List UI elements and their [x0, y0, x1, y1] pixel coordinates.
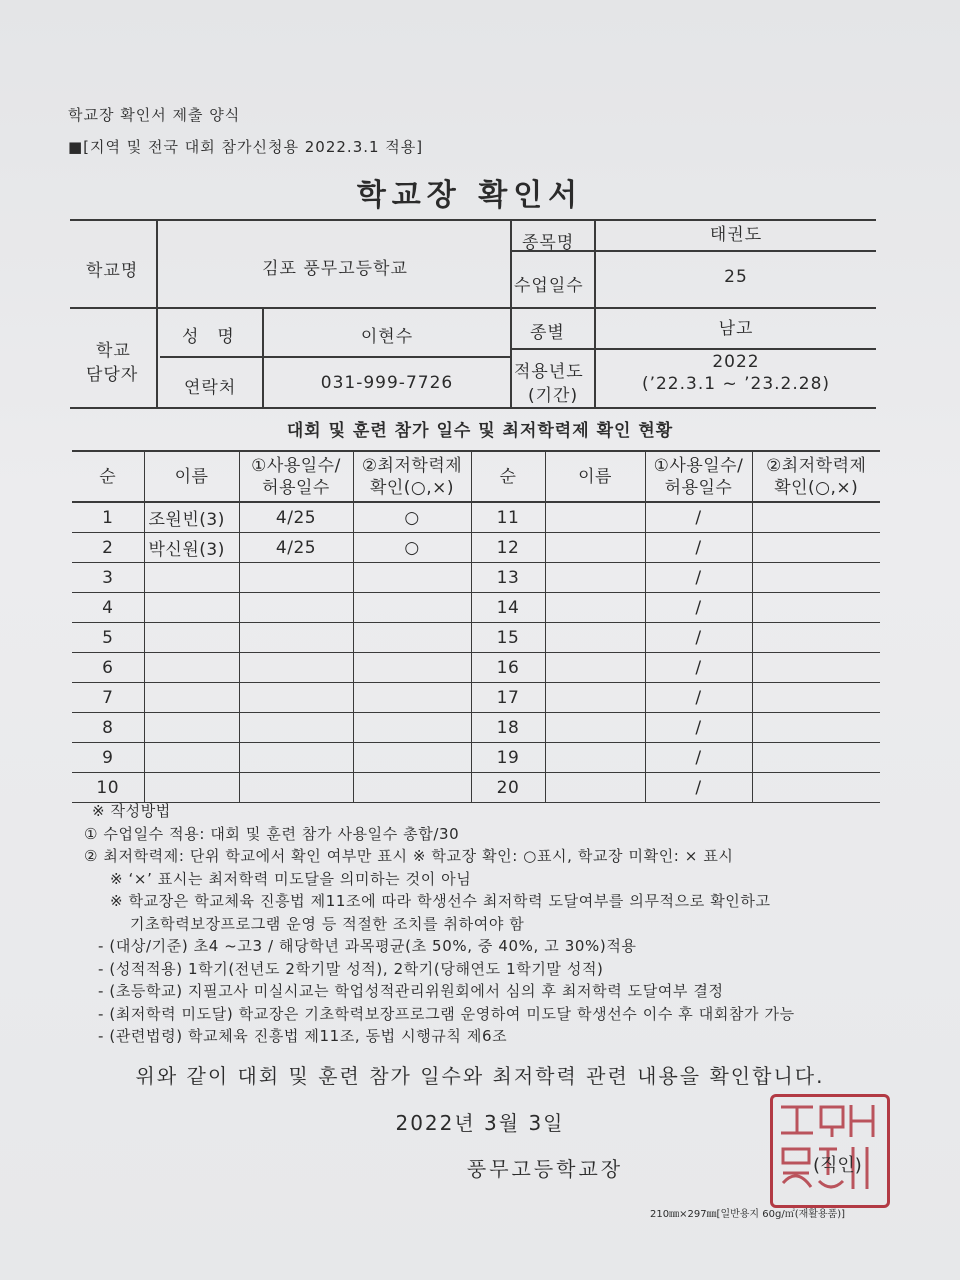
- row-no: 1: [72, 502, 144, 533]
- date-text: 2022년 3월 3일: [395, 1111, 565, 1135]
- row-name-right: [545, 713, 645, 743]
- participation-table: [72, 450, 880, 803]
- row-no: 2: [72, 533, 144, 563]
- form-header: 학교장 확인서 제출 양식: [68, 106, 241, 124]
- row-name-right: [545, 653, 645, 683]
- row-minimum-right: [752, 593, 880, 623]
- row-minimum-right: [752, 713, 880, 743]
- row-minimum-right: [752, 683, 880, 713]
- row-days: [239, 563, 353, 593]
- note-item: - (대상/기준) 초4 ~고3 / 해당학년 과목평균(초 50%, 중 40%, 고 30%)적용: [98, 937, 637, 955]
- row-no-right: 19: [471, 743, 545, 773]
- row-minimum-right: [752, 563, 880, 593]
- table-row: [72, 502, 880, 533]
- note-item: ② 최저학력제: 단위 학교에서 확인 여부만 표시 ※ 학교장 확인: ○표시, 학교장 미확인: × 표시: [84, 847, 734, 865]
- row-name: [144, 593, 239, 623]
- row-name: 박신원(3): [144, 533, 239, 563]
- row-minimum-right: [752, 653, 880, 683]
- row-days-right: /: [645, 773, 752, 803]
- table-row: [72, 533, 880, 563]
- rule: [70, 307, 876, 309]
- header-name: 이름: [144, 451, 239, 502]
- note-item: - (성적적용) 1학기(전년도 2학기말 성적), 2학기(당해연도 1학기말 성적): [98, 959, 604, 978]
- header-min-line1: ②최저학력제: [361, 455, 463, 476]
- note-heading: ※ 작성방법: [92, 802, 171, 820]
- rule: [510, 219, 512, 407]
- row-no-right: 18: [471, 713, 545, 743]
- row-name: [144, 653, 239, 683]
- note-item: - (초등학교) 지필고사 미실시교는 학업성적관리위원회에서 심의 후 최저학력 도달여부 결정: [98, 982, 724, 1000]
- section-title: 대회 및 훈련 참가 일수 및 최저학력제 확인 현황: [286, 421, 674, 441]
- header-min-line2: 확인(○,×): [369, 477, 455, 498]
- row-minimum-right: [752, 533, 880, 563]
- row-days-right: /: [645, 623, 752, 653]
- note-item: 기초학력보장프로그램 운영 등 적절한 조치를 취하여야 함: [130, 914, 525, 933]
- sport-value: 태권도: [709, 225, 763, 245]
- row-no-right: 13: [471, 563, 545, 593]
- row-no: 3: [72, 563, 144, 593]
- rule: [156, 219, 158, 407]
- row-minimum: [353, 683, 471, 713]
- row-no: 9: [72, 743, 144, 773]
- period-value: (’22.3.1 ~ ’23.2.28): [641, 374, 831, 394]
- table-header-row: [72, 451, 880, 502]
- row-no-right: 20: [471, 773, 545, 803]
- notes: [86, 800, 795, 1048]
- row-minimum: ○: [353, 502, 471, 533]
- row-minimum-right: [752, 773, 880, 803]
- row-minimum: [353, 713, 471, 743]
- row-no: 5: [72, 623, 144, 653]
- header-days-right-line2: 허용일수: [664, 477, 733, 498]
- rule: [510, 348, 876, 350]
- row-no-right: 16: [471, 653, 545, 683]
- row-no-right: 12: [471, 533, 545, 563]
- manager-label-2: 담당자: [86, 365, 139, 385]
- row-no-right: 11: [471, 502, 545, 533]
- row-days: [239, 593, 353, 623]
- row-name-right: [545, 743, 645, 773]
- rule: [70, 407, 876, 409]
- row-no-right: 14: [471, 593, 545, 623]
- row-minimum: [353, 773, 471, 803]
- header-days-right-line1: ①사용일수/: [653, 455, 744, 476]
- header-no-right: 순: [471, 451, 545, 502]
- row-no: 6: [72, 653, 144, 683]
- row-days: 4/25: [239, 533, 353, 563]
- row-name: [144, 713, 239, 743]
- row-name-right: [545, 533, 645, 563]
- row-no: 8: [72, 713, 144, 743]
- row-minimum: [353, 653, 471, 683]
- row-name-right: [545, 593, 645, 623]
- row-minimum-right: [752, 502, 880, 533]
- row-days: [239, 743, 353, 773]
- header-min-right: [752, 451, 880, 502]
- row-days-right: /: [645, 713, 752, 743]
- contact-label: 연락처: [184, 378, 237, 398]
- row-days-right: /: [645, 533, 752, 563]
- note-item: ① 수업일수 적용: 대회 및 훈련 참가 사용일수 총합/30: [84, 824, 460, 843]
- table-row: [72, 743, 880, 773]
- row-minimum-right: [752, 623, 880, 653]
- row-days: [239, 773, 353, 803]
- seal-label: (직인): [813, 1155, 862, 1176]
- header-no: 순: [72, 451, 144, 502]
- name-label: 성 명: [182, 327, 235, 347]
- note-item: ※ ‘×’ 표시는 최저학력 미도달을 의미하는 것이 아님: [110, 869, 472, 888]
- row-no-right: 15: [471, 623, 545, 653]
- table-row: [72, 563, 880, 593]
- row-days: [239, 623, 353, 653]
- name-value: 이현수: [360, 327, 414, 347]
- row-name: [144, 683, 239, 713]
- contact-value: 031-999-7726: [320, 373, 454, 393]
- row-days-right: /: [645, 502, 752, 533]
- header-min-right-line1: ②최저학력제: [766, 455, 867, 476]
- row-name: [144, 563, 239, 593]
- header-min-right-line2: 확인(○,×): [774, 477, 859, 498]
- table-row: [72, 683, 880, 713]
- row-name-right: [545, 502, 645, 533]
- row-minimum: [353, 593, 471, 623]
- year-label-sub: (기간): [528, 386, 579, 406]
- row-days-right: /: [645, 683, 752, 713]
- row-no: 10: [72, 773, 144, 803]
- header-min: [353, 451, 471, 502]
- row-no-right: 17: [471, 683, 545, 713]
- row-days: [239, 713, 353, 743]
- row-name-right: [545, 683, 645, 713]
- header-days-right: [645, 451, 752, 502]
- row-no: 7: [72, 683, 144, 713]
- table-row: [72, 623, 880, 653]
- row-minimum: [353, 563, 471, 593]
- paper-spec: 210㎜×297㎜[일반용지 60g/㎡(재활용품)]: [650, 1209, 846, 1220]
- header-days-line2: 허용일수: [262, 477, 330, 498]
- row-no: 4: [72, 593, 144, 623]
- seal-pattern-icon: [773, 1097, 881, 1199]
- row-name: [144, 773, 239, 803]
- note-item: - (최저학력 미도달) 학교장은 기초학력보장프로그램 운영하여 미도달 학생선수 이수 후 대회참가 가능: [98, 1004, 795, 1023]
- school-seal: [770, 1094, 890, 1208]
- table-row: [72, 773, 880, 803]
- gender-value: 남고: [718, 319, 754, 339]
- days-label: 수업일수: [514, 276, 584, 296]
- school-label: 학교명: [86, 261, 139, 281]
- row-days-right: /: [645, 563, 752, 593]
- note-item: - (관련법령) 학교체육 진흥법 제11조, 동법 시행규칙 제6조: [98, 1027, 508, 1045]
- row-name: [144, 743, 239, 773]
- row-days: [239, 683, 353, 713]
- year-label: 적용년도: [514, 362, 584, 382]
- signer-text: 풍무고등학교장: [466, 1157, 624, 1181]
- confirmation-text: 위와 같이 대회 및 훈련 참가 일수와 최저학력 관련 내용을 확인합니다.: [135, 1064, 825, 1088]
- row-name: 조원빈(3): [144, 502, 239, 533]
- row-name-right: [545, 773, 645, 803]
- note-item: ※ 학교장은 학교체육 진흥법 제11조에 따라 학생선수 최저학력 도달여부를 의무적으로 확인하고: [110, 892, 771, 910]
- row-name-right: [545, 563, 645, 593]
- table-row: [72, 653, 880, 683]
- row-days: 4/25: [239, 502, 353, 533]
- row-days-right: /: [645, 653, 752, 683]
- row-minimum: [353, 743, 471, 773]
- header-name-right: 이름: [545, 451, 645, 502]
- year-value: 2022: [712, 352, 760, 372]
- form-subheader: ■[지역 및 전국 대회 참가신청용 2022.3.1 적용]: [68, 138, 424, 156]
- school-value: 김포 풍무고등학교: [262, 259, 408, 279]
- table-row: [72, 713, 880, 743]
- header-days-line1: ①사용일수/: [251, 455, 341, 476]
- table-row: [72, 593, 880, 623]
- row-minimum: ○: [353, 533, 471, 563]
- days-value: 25: [724, 267, 748, 287]
- row-days-right: /: [645, 743, 752, 773]
- sport-label: 종목명: [522, 233, 575, 253]
- row-minimum: [353, 623, 471, 653]
- row-minimum-right: [752, 743, 880, 773]
- row-name-right: [545, 623, 645, 653]
- manager-label: 학교: [96, 341, 131, 361]
- gender-label: 종별: [530, 323, 565, 343]
- row-days-right: /: [645, 593, 752, 623]
- rule: [160, 356, 510, 358]
- row-name: [144, 623, 239, 653]
- header-days: [239, 451, 353, 502]
- row-days: [239, 653, 353, 683]
- page-title: 학교장 확인서: [356, 178, 584, 213]
